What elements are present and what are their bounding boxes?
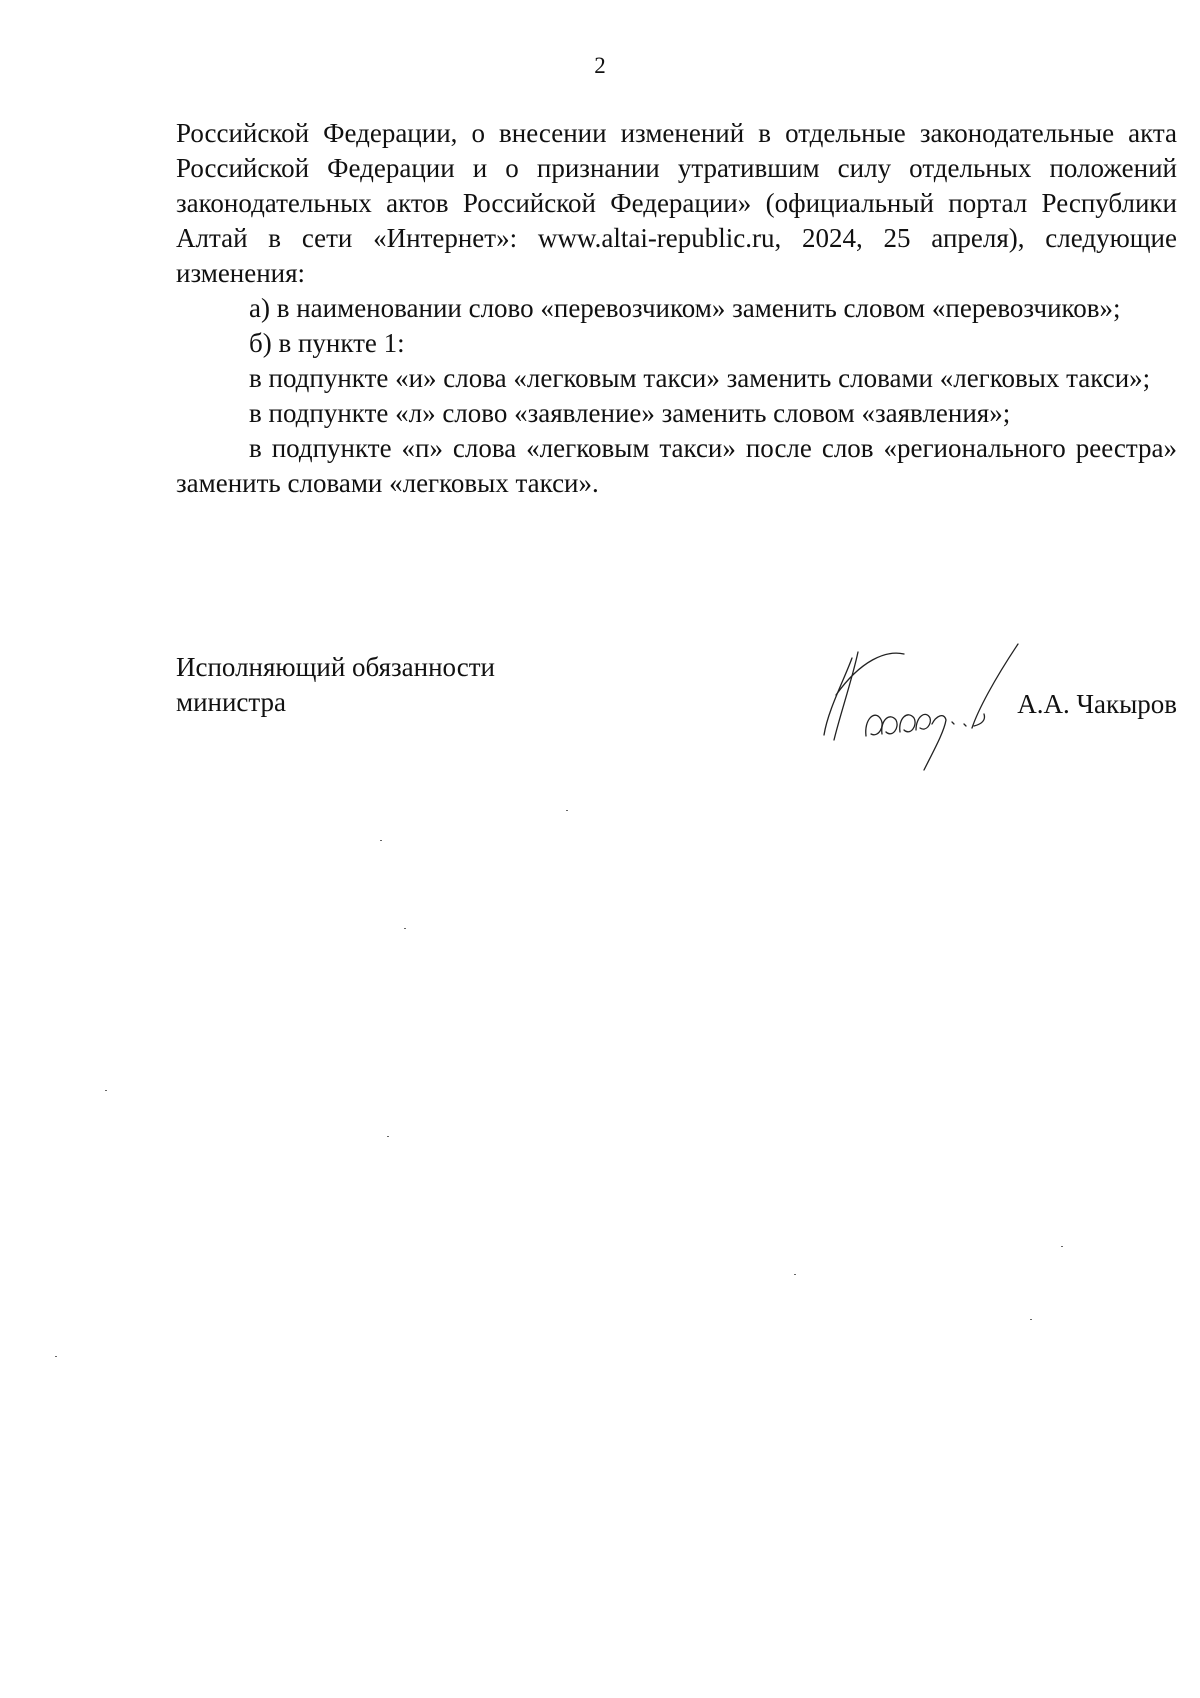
page-number: 2 bbox=[594, 53, 606, 78]
paragraph-subitem-i: в подпункте «и» слова «легковым такси» заменить словами «легковых такси»; bbox=[249, 363, 1151, 393]
paragraph-subitem-l: в подпункте «л» слово «заявление» заменить словом «заявления»; bbox=[249, 398, 1011, 428]
paragraph-item-b: б) в пункте 1: bbox=[249, 328, 405, 358]
scan-speck bbox=[380, 840, 382, 841]
scan-speck bbox=[387, 1136, 389, 1137]
paragraph-item-a: а) в наименовании слово «перевозчиком» заменить словом «перевозчиков»; bbox=[249, 293, 1121, 323]
scan-speck bbox=[404, 928, 406, 929]
document-body bbox=[176, 116, 1177, 501]
handwritten-signature bbox=[816, 640, 1036, 775]
signer-title bbox=[176, 650, 495, 720]
paragraph-intro: Российской Федерации, о внесении изменений в отдельные законодательные акта Российской Федерации и о признании утратившим силу отдельных положений законодательных актов Российской Федерации» (официальный портал Республики Алтай в сети «Интернет»: www.altai-republic.ru, 2024, 25 апреля), следующие изменения: bbox=[176, 118, 1177, 288]
scan-speck bbox=[794, 1274, 796, 1275]
scan-speck bbox=[566, 810, 568, 811]
scan-speck bbox=[55, 1356, 57, 1357]
signature-block bbox=[176, 650, 1177, 790]
scan-speck bbox=[1061, 1246, 1063, 1247]
signer-title-line-1: Исполняющий обязанности bbox=[176, 652, 495, 682]
paragraph-subitem-p: в подпункте «п» слова «легковым такси» после слов «регионального реестра» заменить словами «легковых такси». bbox=[176, 433, 1177, 498]
scan-speck bbox=[1030, 1319, 1032, 1320]
signer-name: А.А. Чакыров bbox=[1017, 689, 1177, 719]
scan-speck bbox=[105, 1090, 107, 1091]
signer-title-line-2: министра bbox=[176, 687, 287, 717]
